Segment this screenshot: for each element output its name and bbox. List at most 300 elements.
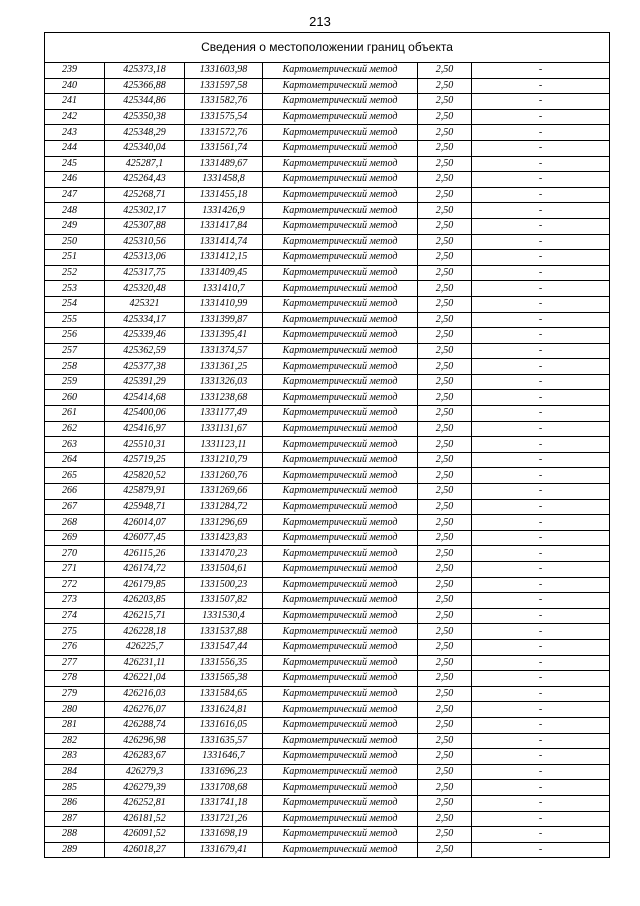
description-cell: - (472, 562, 610, 578)
accuracy-cell: 2,50 (418, 125, 472, 141)
method-cell: Картометрический метод (263, 359, 418, 375)
method-cell: Картометрический метод (263, 203, 418, 219)
x-coordinate-cell: 426014,07 (105, 515, 185, 531)
table-row (45, 655, 609, 671)
point-number-cell: 244 (45, 140, 105, 156)
accuracy-cell: 2,50 (418, 624, 472, 640)
table-row (45, 406, 609, 422)
point-number-cell: 265 (45, 468, 105, 484)
table-row (45, 624, 609, 640)
boundary-table-frame (44, 32, 610, 858)
x-coordinate-cell: 425321 (105, 296, 185, 312)
method-cell: Картометрический метод (263, 733, 418, 749)
point-number-cell: 254 (45, 296, 105, 312)
accuracy-cell: 2,50 (418, 218, 472, 234)
method-cell: Картометрический метод (263, 562, 418, 578)
method-cell: Картометрический метод (263, 109, 418, 125)
y-coordinate-cell: 1331269,66 (185, 484, 263, 500)
point-number-cell: 250 (45, 234, 105, 250)
accuracy-cell: 2,50 (418, 328, 472, 344)
y-coordinate-cell: 1331708,68 (185, 780, 263, 796)
y-coordinate-cell: 1331423,83 (185, 530, 263, 546)
point-number-cell: 243 (45, 125, 105, 141)
point-number-cell: 249 (45, 218, 105, 234)
table-row (45, 203, 609, 219)
table-row (45, 359, 609, 375)
y-coordinate-cell: 1331679,41 (185, 842, 263, 857)
accuracy-cell: 2,50 (418, 390, 472, 406)
x-coordinate-cell: 425948,71 (105, 499, 185, 515)
description-cell: - (472, 328, 610, 344)
y-coordinate-cell: 1331561,74 (185, 140, 263, 156)
accuracy-cell: 2,50 (418, 655, 472, 671)
accuracy-cell: 2,50 (418, 63, 472, 78)
method-cell: Картометрический метод (263, 63, 418, 78)
x-coordinate-cell: 426115,26 (105, 546, 185, 562)
point-number-cell: 285 (45, 780, 105, 796)
point-number-cell: 248 (45, 203, 105, 219)
description-cell: - (472, 390, 610, 406)
table-row (45, 671, 609, 687)
accuracy-cell: 2,50 (418, 296, 472, 312)
method-cell: Картометрический метод (263, 671, 418, 687)
x-coordinate-cell: 425287,1 (105, 156, 185, 172)
y-coordinate-cell: 1331374,57 (185, 343, 263, 359)
accuracy-cell: 2,50 (418, 546, 472, 562)
point-number-cell: 253 (45, 281, 105, 297)
method-cell: Картометрический метод (263, 421, 418, 437)
description-cell: - (472, 655, 610, 671)
method-cell: Картометрический метод (263, 437, 418, 453)
description-cell: - (472, 156, 610, 172)
y-coordinate-cell: 1331238,68 (185, 390, 263, 406)
accuracy-cell: 2,50 (418, 94, 472, 110)
method-cell: Картометрический метод (263, 328, 418, 344)
accuracy-cell: 2,50 (418, 702, 472, 718)
table-row (45, 421, 609, 437)
method-cell: Картометрический метод (263, 94, 418, 110)
table-row (45, 281, 609, 297)
x-coordinate-cell: 425350,38 (105, 109, 185, 125)
table-row (45, 390, 609, 406)
accuracy-cell: 2,50 (418, 639, 472, 655)
method-cell: Картометрический метод (263, 749, 418, 765)
description-cell: - (472, 374, 610, 390)
method-cell: Картометрический метод (263, 452, 418, 468)
method-cell: Картометрический метод (263, 281, 418, 297)
accuracy-cell: 2,50 (418, 78, 472, 94)
table-row (45, 187, 609, 203)
x-coordinate-cell: 426279,39 (105, 780, 185, 796)
point-number-cell: 269 (45, 530, 105, 546)
y-coordinate-cell: 1331624,81 (185, 702, 263, 718)
y-coordinate-cell: 1331635,57 (185, 733, 263, 749)
y-coordinate-cell: 1331361,25 (185, 359, 263, 375)
point-number-cell: 272 (45, 577, 105, 593)
method-cell: Картометрический метод (263, 234, 418, 250)
point-number-cell: 271 (45, 562, 105, 578)
description-cell: - (472, 780, 610, 796)
table-row (45, 452, 609, 468)
x-coordinate-cell: 426225,7 (105, 639, 185, 655)
description-cell: - (472, 406, 610, 422)
description-cell: - (472, 468, 610, 484)
point-number-cell: 257 (45, 343, 105, 359)
y-coordinate-cell: 1331530,4 (185, 608, 263, 624)
table-row (45, 702, 609, 718)
y-coordinate-cell: 1331412,15 (185, 250, 263, 266)
method-cell: Картометрический метод (263, 484, 418, 500)
x-coordinate-cell: 425373,18 (105, 63, 185, 78)
method-cell: Картометрический метод (263, 593, 418, 609)
description-cell: - (472, 296, 610, 312)
point-number-cell: 270 (45, 546, 105, 562)
method-cell: Картометрический метод (263, 499, 418, 515)
y-coordinate-cell: 1331597,58 (185, 78, 263, 94)
method-cell: Картометрический метод (263, 702, 418, 718)
description-cell: - (472, 281, 610, 297)
point-number-cell: 245 (45, 156, 105, 172)
table-row (45, 312, 609, 328)
point-number-cell: 286 (45, 795, 105, 811)
x-coordinate-cell: 425400,06 (105, 406, 185, 422)
description-cell: - (538, 843, 543, 855)
y-coordinate-cell: 1331547,44 (185, 639, 263, 655)
method-cell: Картометрический метод (263, 639, 418, 655)
x-coordinate-cell: 425320,48 (105, 281, 185, 297)
point-number-cell: 246 (45, 172, 105, 188)
table-row (45, 499, 609, 515)
description-cell: - (472, 530, 610, 546)
point-number-cell: 274 (45, 608, 105, 624)
table-row (45, 842, 609, 857)
x-coordinate-cell: 425879,91 (105, 484, 185, 500)
x-coordinate-cell: 426279,3 (105, 764, 185, 780)
description-cell: - (472, 795, 610, 811)
accuracy-cell: 2,50 (418, 686, 472, 702)
point-number-cell: 283 (45, 749, 105, 765)
accuracy-cell: 2,50 (418, 795, 472, 811)
x-coordinate-cell: 426174,72 (105, 562, 185, 578)
y-coordinate-cell: 1331296,69 (185, 515, 263, 531)
accuracy-cell: 2,50 (418, 749, 472, 765)
description-cell: - (472, 437, 610, 453)
y-coordinate-cell: 1331414,74 (185, 234, 263, 250)
point-number-cell: 252 (45, 265, 105, 281)
point-number-cell: 267 (45, 499, 105, 515)
accuracy-cell: 2,50 (418, 811, 472, 827)
method-cell: Картометрический метод (263, 374, 418, 390)
x-coordinate-cell: 425264,43 (105, 172, 185, 188)
method-cell: Картометрический метод (263, 250, 418, 266)
table-row (45, 78, 609, 94)
y-coordinate-cell: 1331565,38 (185, 671, 263, 687)
x-coordinate-cell: 426215,71 (105, 608, 185, 624)
x-coordinate-cell: 425317,75 (105, 265, 185, 281)
accuracy-cell: 2,50 (418, 484, 472, 500)
x-coordinate-cell: 426216,03 (105, 686, 185, 702)
table-row (45, 156, 609, 172)
method-cell: Картометрический метод (263, 125, 418, 141)
point-number-cell: 262 (45, 421, 105, 437)
accuracy-cell: 2,50 (418, 452, 472, 468)
accuracy-cell: 2,50 (418, 343, 472, 359)
x-coordinate-cell: 425348,29 (105, 125, 185, 141)
point-number-cell: 289 (45, 842, 105, 857)
y-coordinate-cell: 1331721,26 (185, 811, 263, 827)
y-coordinate-cell: 1331177,49 (185, 406, 263, 422)
description-cell: - (472, 343, 610, 359)
x-coordinate-cell: 425377,38 (105, 359, 185, 375)
method-cell: Картометрический метод (263, 296, 418, 312)
method-cell: Картометрический метод (263, 515, 418, 531)
description-cell: - (472, 63, 610, 78)
method-cell: Картометрический метод (263, 624, 418, 640)
table-row (45, 125, 609, 141)
x-coordinate-cell: 426288,74 (105, 717, 185, 733)
table-row (45, 484, 609, 500)
description-cell: - (472, 577, 610, 593)
x-coordinate-cell: 425268,71 (105, 187, 185, 203)
x-coordinate-cell: 426296,98 (105, 733, 185, 749)
description-cell: - (472, 140, 610, 156)
description-cell: - (472, 671, 610, 687)
table-row (45, 250, 609, 266)
accuracy-cell: 2,50 (418, 156, 472, 172)
accuracy-cell: 2,50 (418, 203, 472, 219)
y-coordinate-cell: 1331556,35 (185, 655, 263, 671)
description-cell: - (472, 234, 610, 250)
description-cell: - (472, 593, 610, 609)
x-coordinate-cell: 425366,88 (105, 78, 185, 94)
description-cell: - (472, 624, 610, 640)
x-coordinate-cell: 426077,45 (105, 530, 185, 546)
description-cell: - (472, 608, 610, 624)
table-row (45, 328, 609, 344)
method-cell: Картометрический метод (263, 172, 418, 188)
table-body (45, 63, 609, 857)
x-coordinate-cell: 425302,17 (105, 203, 185, 219)
table-row (45, 265, 609, 281)
y-coordinate-cell: 1331326,03 (185, 374, 263, 390)
x-coordinate-cell: 426283,67 (105, 749, 185, 765)
x-coordinate-cell: 425719,25 (105, 452, 185, 468)
table-row (45, 94, 609, 110)
y-coordinate-cell: 1331455,18 (185, 187, 263, 203)
accuracy-cell: 2,50 (418, 842, 472, 857)
table-row (45, 546, 609, 562)
point-number-cell: 266 (45, 484, 105, 500)
y-coordinate-cell: 1331489,67 (185, 156, 263, 172)
table-row (45, 530, 609, 546)
table-row (45, 780, 609, 796)
x-coordinate-cell: 425344,86 (105, 94, 185, 110)
y-coordinate-cell: 1331210,79 (185, 452, 263, 468)
point-number-cell: 242 (45, 109, 105, 125)
accuracy-cell: 2,50 (418, 717, 472, 733)
x-coordinate-cell: 425340,04 (105, 140, 185, 156)
y-coordinate-cell: 1331426,9 (185, 203, 263, 219)
method-cell: Картометрический метод (263, 780, 418, 796)
method-cell: Картометрический метод (263, 827, 418, 843)
table-row (45, 639, 609, 655)
method-cell: Картометрический метод (263, 530, 418, 546)
y-coordinate-cell: 1331741,18 (185, 795, 263, 811)
point-number-cell: 273 (45, 593, 105, 609)
y-coordinate-cell: 1331123,11 (185, 437, 263, 453)
x-coordinate-cell: 426221,04 (105, 671, 185, 687)
y-coordinate-cell: 1331582,76 (185, 94, 263, 110)
point-number-cell: 288 (45, 827, 105, 843)
y-coordinate-cell: 1331470,23 (185, 546, 263, 562)
point-number-cell: 284 (45, 764, 105, 780)
accuracy-cell: 2,50 (418, 437, 472, 453)
point-number-cell: 277 (45, 655, 105, 671)
table-row (45, 374, 609, 390)
table-row (45, 608, 609, 624)
table-row (45, 827, 609, 843)
description-cell: - (472, 109, 610, 125)
description-cell: - (472, 265, 610, 281)
table-row (45, 234, 609, 250)
table-row (45, 515, 609, 531)
point-number-cell: 268 (45, 515, 105, 531)
accuracy-cell: 2,50 (418, 172, 472, 188)
point-number-cell: 281 (45, 717, 105, 733)
y-coordinate-cell: 1331410,7 (185, 281, 263, 297)
table-row (45, 593, 609, 609)
description-cell: - (472, 827, 610, 843)
x-coordinate-cell: 426231,11 (105, 655, 185, 671)
x-coordinate-cell: 426252,81 (105, 795, 185, 811)
table-row (45, 733, 609, 749)
table-row (45, 749, 609, 765)
x-coordinate-cell: 426179,85 (105, 577, 185, 593)
accuracy-cell: 2,50 (418, 827, 472, 843)
x-coordinate-cell: 425334,17 (105, 312, 185, 328)
description-cell: - (472, 686, 610, 702)
table-row (45, 296, 609, 312)
description-cell: - (472, 187, 610, 203)
table-row (45, 218, 609, 234)
description-cell: - (472, 546, 610, 562)
method-cell: Картометрический метод (263, 343, 418, 359)
x-coordinate-cell: 425510,31 (105, 437, 185, 453)
table-row (45, 764, 609, 780)
x-coordinate-cell: 426276,07 (105, 702, 185, 718)
point-number-cell: 264 (45, 452, 105, 468)
accuracy-cell: 2,50 (418, 421, 472, 437)
method-cell: Картометрический метод (263, 842, 418, 857)
y-coordinate-cell: 1331504,61 (185, 562, 263, 578)
description-cell: - (472, 749, 610, 765)
method-cell: Картометрический метод (263, 468, 418, 484)
point-number-cell: 258 (45, 359, 105, 375)
method-cell: Картометрический метод (263, 686, 418, 702)
point-number-cell: 275 (45, 624, 105, 640)
method-cell: Картометрический метод (263, 140, 418, 156)
y-coordinate-cell: 1331417,84 (185, 218, 263, 234)
y-coordinate-cell: 1331616,05 (185, 717, 263, 733)
y-coordinate-cell: 1331409,45 (185, 265, 263, 281)
point-number-cell: 280 (45, 702, 105, 718)
description-cell: - (472, 250, 610, 266)
x-coordinate-cell: 425414,68 (105, 390, 185, 406)
x-coordinate-cell: 425820,52 (105, 468, 185, 484)
x-coordinate-cell: 426018,27 (105, 842, 185, 857)
accuracy-cell: 2,50 (418, 234, 472, 250)
accuracy-cell: 2,50 (418, 780, 472, 796)
y-coordinate-cell: 1331584,65 (185, 686, 263, 702)
table-row (45, 109, 609, 125)
y-coordinate-cell: 1331572,76 (185, 125, 263, 141)
method-cell: Картометрический метод (263, 156, 418, 172)
table-row (45, 811, 609, 827)
accuracy-cell: 2,50 (418, 468, 472, 484)
point-number-cell: 240 (45, 78, 105, 94)
y-coordinate-cell: 1331260,76 (185, 468, 263, 484)
x-coordinate-cell: 425310,56 (105, 234, 185, 250)
y-coordinate-cell: 1331284,72 (185, 499, 263, 515)
table-row (45, 63, 609, 78)
method-cell: Картометрический метод (263, 265, 418, 281)
accuracy-cell: 2,50 (418, 406, 472, 422)
description-cell: - (472, 499, 610, 515)
point-number-cell: 256 (45, 328, 105, 344)
table-row (45, 717, 609, 733)
y-coordinate-cell: 1331575,54 (185, 109, 263, 125)
accuracy-cell: 2,50 (418, 515, 472, 531)
point-number-cell: 279 (45, 686, 105, 702)
accuracy-cell: 2,50 (418, 281, 472, 297)
description-cell: - (472, 764, 610, 780)
accuracy-cell: 2,50 (418, 671, 472, 687)
description-cell: - (472, 717, 610, 733)
accuracy-cell: 2,50 (418, 764, 472, 780)
x-coordinate-cell: 426181,52 (105, 811, 185, 827)
y-coordinate-cell: 1331500,23 (185, 577, 263, 593)
method-cell: Картометрический метод (263, 577, 418, 593)
description-cell: - (472, 639, 610, 655)
x-coordinate-cell: 425391,29 (105, 374, 185, 390)
table-row (45, 562, 609, 578)
description-cell: - (472, 515, 610, 531)
point-number-cell: 241 (45, 94, 105, 110)
point-number-cell: 239 (45, 63, 105, 78)
y-coordinate-cell: 1331395,41 (185, 328, 263, 344)
accuracy-cell: 2,50 (418, 312, 472, 328)
y-coordinate-cell: 1331507,82 (185, 593, 263, 609)
description-cell: - (472, 125, 610, 141)
method-cell: Картометрический метод (263, 546, 418, 562)
x-coordinate-cell: 426228,18 (105, 624, 185, 640)
accuracy-cell: 2,50 (418, 250, 472, 266)
point-number-cell: 263 (45, 437, 105, 453)
accuracy-cell: 2,50 (418, 187, 472, 203)
method-cell: Картометрический метод (263, 608, 418, 624)
table-row (45, 140, 609, 156)
table-row (45, 686, 609, 702)
accuracy-cell: 2,50 (418, 608, 472, 624)
point-number-cell: 282 (45, 733, 105, 749)
description-cell: - (472, 733, 610, 749)
point-number-cell: 251 (45, 250, 105, 266)
table-row (45, 343, 609, 359)
accuracy-cell: 2,50 (418, 359, 472, 375)
accuracy-cell: 2,50 (418, 499, 472, 515)
point-number-cell: 259 (45, 374, 105, 390)
accuracy-cell: 2,50 (418, 140, 472, 156)
